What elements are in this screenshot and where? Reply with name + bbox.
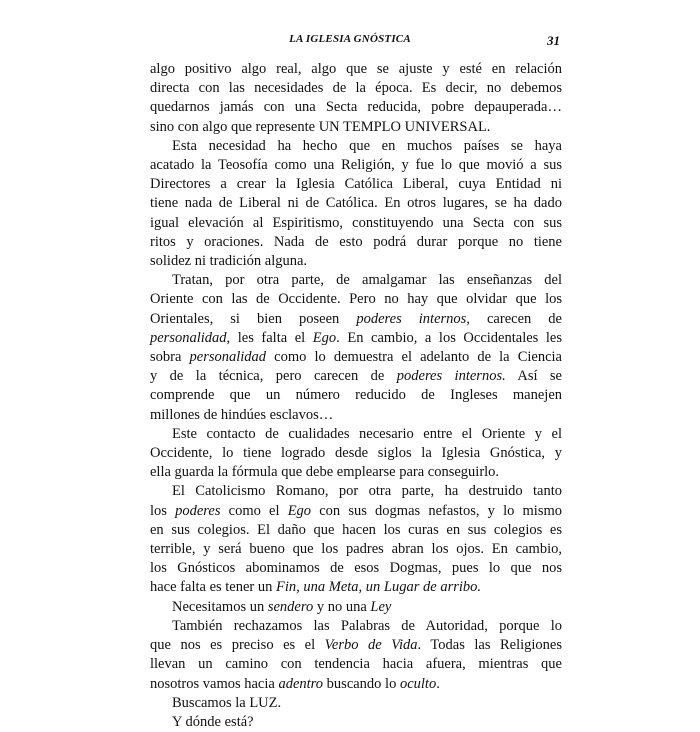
text-line: tiene nada de Liberal ni de Católica. En otros lugares, se ha dado <box>150 195 562 212</box>
italic-phrase: Ego <box>287 502 312 519</box>
text-line: acatado la Teosofía como una Religión, y fue lo que movió a sus <box>150 157 562 174</box>
text-line: sobra personalidad como lo demuestra el adelanto de la Ciencia <box>150 349 562 366</box>
italic-phrase: Verbo de Vida <box>324 637 418 654</box>
italic-phrase: personalidad <box>189 349 267 366</box>
italic-phrase: poderes internos. <box>396 368 506 385</box>
text-line: igual elevación al Espiritismo, constituyendo una Secta con sus <box>150 214 562 231</box>
text-line: los Gnósticos abominamos de esos Dogmas, pues lo que nos <box>150 560 562 577</box>
text-line: los poderes como el Ego con sus dogmas nefastos, y lo mismo <box>150 502 562 519</box>
text-line: Tratan, por otra parte, de amalgamar las enseñanzas del <box>172 272 562 289</box>
text-line: El Catolicismo Romano, por otra parte, ha destruido tanto <box>172 483 562 500</box>
italic-phrase: Ley <box>370 598 392 615</box>
running-header-title: LA IGLESIA GNÓSTICA <box>289 33 411 45</box>
text-line: hace falta es tener un Fin, una Meta, un Lugar de arribo. <box>150 579 482 596</box>
text-line: y de la técnica, pero carecen de poderes internos. Así se <box>150 368 562 385</box>
page-number: 31 <box>547 33 560 48</box>
text-line: sino con algo que represente UN TEMPLO UNIVERSAL. <box>150 118 491 135</box>
text-line: Necesitamos un sendero y no una Ley <box>172 598 392 615</box>
italic-phrase: poderes <box>175 502 221 519</box>
text-line: Buscamos la LUZ. <box>172 694 282 711</box>
italic-phrase: sendero <box>267 598 314 615</box>
text-line: en sus colegios. El daño que hacen los curas en sus colegios es <box>150 521 562 538</box>
italic-phrase: oculto <box>399 675 437 692</box>
text-line: directa con las necesidades de la época. Es decir, no debemos <box>150 80 562 97</box>
text-line: Oriente con las de Occidente. Pero no hay que olvidar que los <box>150 291 562 308</box>
text-line: Y dónde está? <box>172 713 254 730</box>
body-text <box>150 60 562 732</box>
text-line: millones de hindúes esclavos… <box>150 406 334 423</box>
text-line: que nos es preciso es el Verbo de Vida. Todas las Religiones <box>150 637 562 654</box>
text-line: personalidad, les falta el Ego. En cambio, a los Occidentales les <box>150 329 562 346</box>
italic-phrase: poderes internos, <box>356 310 470 327</box>
text-line: ritos y oraciones. Nada de esto podrá durar porque no tiene <box>150 233 562 250</box>
text-line: algo positivo algo real, algo que se ajuste y esté en relación <box>150 61 562 77</box>
italic-phrase: Fin, una Meta, un Lugar de arribo. <box>276 579 482 596</box>
text-line: Este contacto de cualidades necesario entre el Oriente y el <box>172 425 562 442</box>
text-line: Occidente, lo tiene logrado desde siglos la Iglesia Gnóstica, y <box>150 445 562 462</box>
text-line: solidez ni tradición alguna. <box>150 253 308 270</box>
text-line: También rechazamos las Palabras de Autoridad, porque lo <box>172 617 562 634</box>
text-line: Esta necesidad ha hecho que en muchos países se haya <box>172 137 562 154</box>
text-line: terrible, y será bueno que los padres abran los ojos. En cambio, <box>150 541 562 558</box>
text-line: quedarnos jamás con una Secta reducida, pobre depauperada… <box>150 99 562 116</box>
text-line: comprende que un número reducido de Ingleses manejen <box>150 387 562 404</box>
italic-phrase: Ego <box>312 329 337 346</box>
italic-phrase: adentro <box>278 675 324 692</box>
text-line: ella guarda la fórmula que debe emplearse para conseguirlo. <box>150 464 500 481</box>
text-line: nosotros vamos hacia adentro buscando lo oculto. <box>150 675 440 692</box>
italic-phrase: personalidad, <box>150 329 231 346</box>
text-line: Directores a crear la Iglesia Católica Liberal, cuya Entidad ni <box>150 176 562 193</box>
text-line: Orientales, si bien poseen poderes internos, carecen de <box>150 310 562 327</box>
text-line: llevan un camino con tendencia hacia afuera, mientras que <box>150 656 562 673</box>
